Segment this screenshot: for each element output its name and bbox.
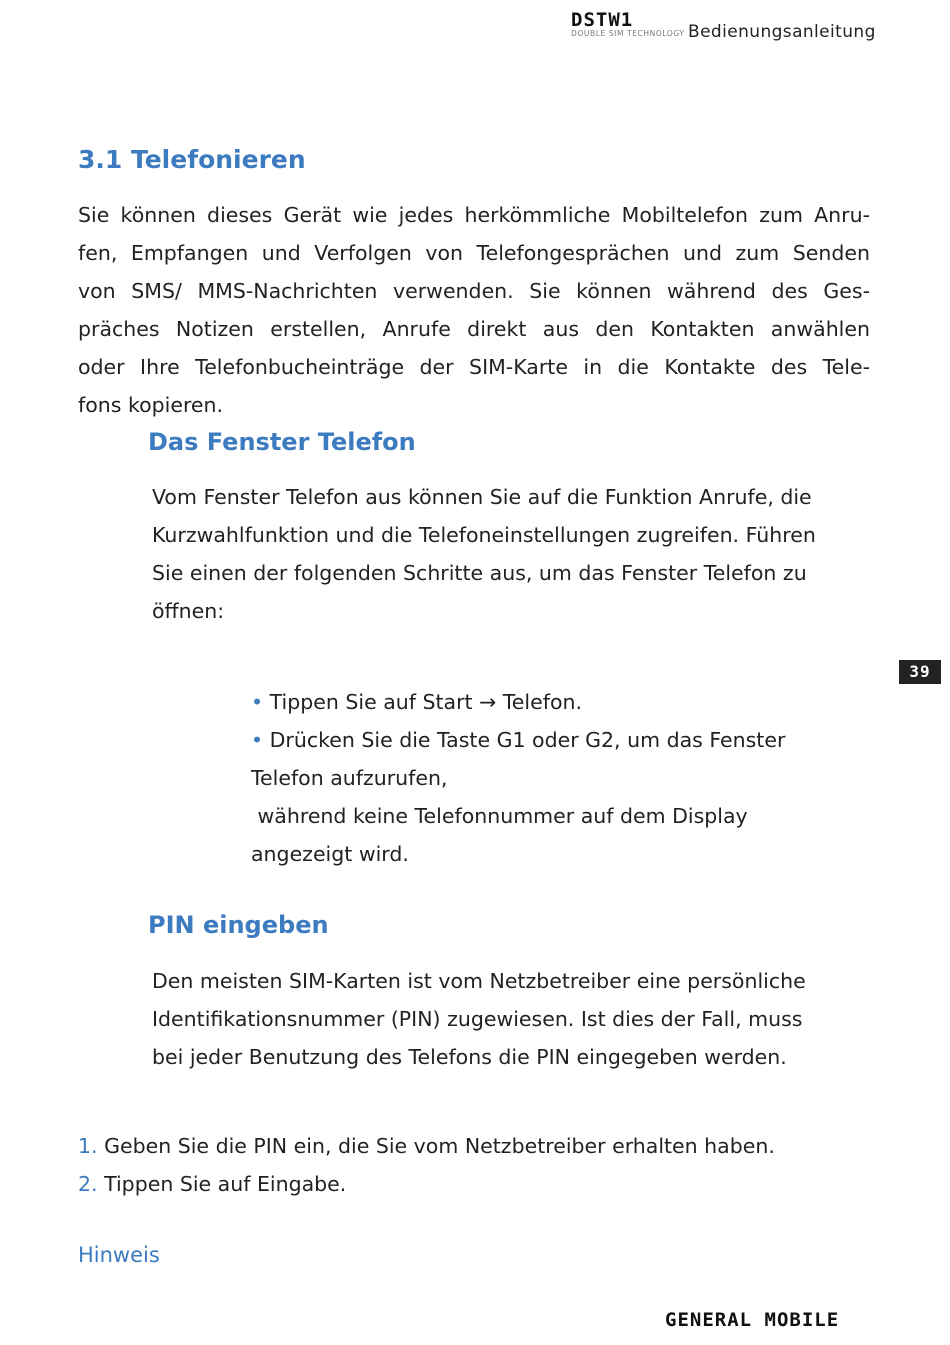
- bullet-continuation: während keine Telefonnummer auf dem Display: [251, 804, 748, 828]
- window-line: Kurzwahlfunktion und die Telefoneinstellungen zugreifen. Führen: [152, 523, 816, 547]
- step-item: [78, 1127, 775, 1165]
- bullet-continuation: angezeigt wird.: [251, 842, 409, 866]
- logo-subtitle: DOUBLE SIM TECHNOLOGY: [571, 29, 685, 38]
- pin-line: Den meisten SIM-Karten ist vom Netzbetreiber eine persönliche: [152, 969, 806, 993]
- intro-line: Sie können dieses Gerät wie jedes herkömmliche Mobiltelefon zum Anru-: [78, 203, 870, 227]
- section-heading: 3.1 Telefonieren: [78, 145, 306, 174]
- subheading-pin: PIN eingeben: [148, 911, 329, 939]
- pin-paragraph: [152, 962, 806, 1076]
- bullet-text: Drücken Sie die Taste G1 oder G2, um das Fenster: [269, 728, 786, 752]
- step-item: [78, 1165, 775, 1203]
- step-number: 1.: [78, 1134, 98, 1158]
- step-text: Tippen Sie auf Eingabe.: [104, 1172, 347, 1196]
- intro-line: fen, Empfangen und Verfolgen von Telefongesprächen und zum Senden: [78, 241, 870, 265]
- bullet-icon: •: [251, 728, 264, 752]
- window-line: öffnen:: [152, 599, 225, 623]
- intro-line: fons kopieren.: [78, 393, 224, 417]
- step-number: 2.: [78, 1172, 98, 1196]
- general-mobile-logo: GENERAL MOBILE: [665, 1309, 840, 1331]
- bullet-text: Tippen Sie auf Start → Telefon.: [269, 690, 582, 714]
- intro-line: oder Ihre Telefonbucheinträge der SIM-Karte in die Kontakte des Tele-: [78, 355, 870, 379]
- list-item: [251, 683, 785, 721]
- note-label: Hinweis: [78, 1243, 160, 1267]
- page-number-tab: 39: [899, 660, 941, 684]
- pin-line: bei jeder Benutzung des Telefons die PIN eingegeben werden.: [152, 1045, 787, 1069]
- window-line: Sie einen der folgenden Schritte aus, um das Fenster Telefon zu: [152, 561, 807, 585]
- list-item: [251, 721, 785, 759]
- intro-line: präches Notizen erstellen, Anrufe direkt aus den Kontakten anwählen: [78, 317, 870, 341]
- subheading-window: Das Fenster Telefon: [148, 428, 416, 456]
- intro-paragraph: [78, 196, 870, 424]
- intro-line: von SMS/ MMS-Nachrichten verwenden. Sie können während des Ges-: [78, 279, 870, 303]
- window-paragraph: [152, 478, 816, 630]
- window-line: Vom Fenster Telefon aus können Sie auf die Funktion Anrufe, die: [152, 485, 812, 509]
- dstw1-logo: [571, 11, 691, 39]
- pin-steps: [78, 1127, 775, 1203]
- pin-line: Identifikationsnummer (PIN) zugewiesen. Ist dies der Fall, muss: [152, 1007, 803, 1031]
- bullet-continuation: Telefon aufzurufen,: [251, 766, 448, 790]
- bullet-icon: •: [251, 690, 264, 714]
- document-title: Bedienungsanleitung: [688, 22, 876, 42]
- window-bullet-list: [251, 683, 785, 873]
- logo-mark: DSTW1: [571, 9, 634, 31]
- step-text: Geben Sie die PIN ein, die Sie vom Netzbetreiber erhalten haben.: [104, 1134, 775, 1158]
